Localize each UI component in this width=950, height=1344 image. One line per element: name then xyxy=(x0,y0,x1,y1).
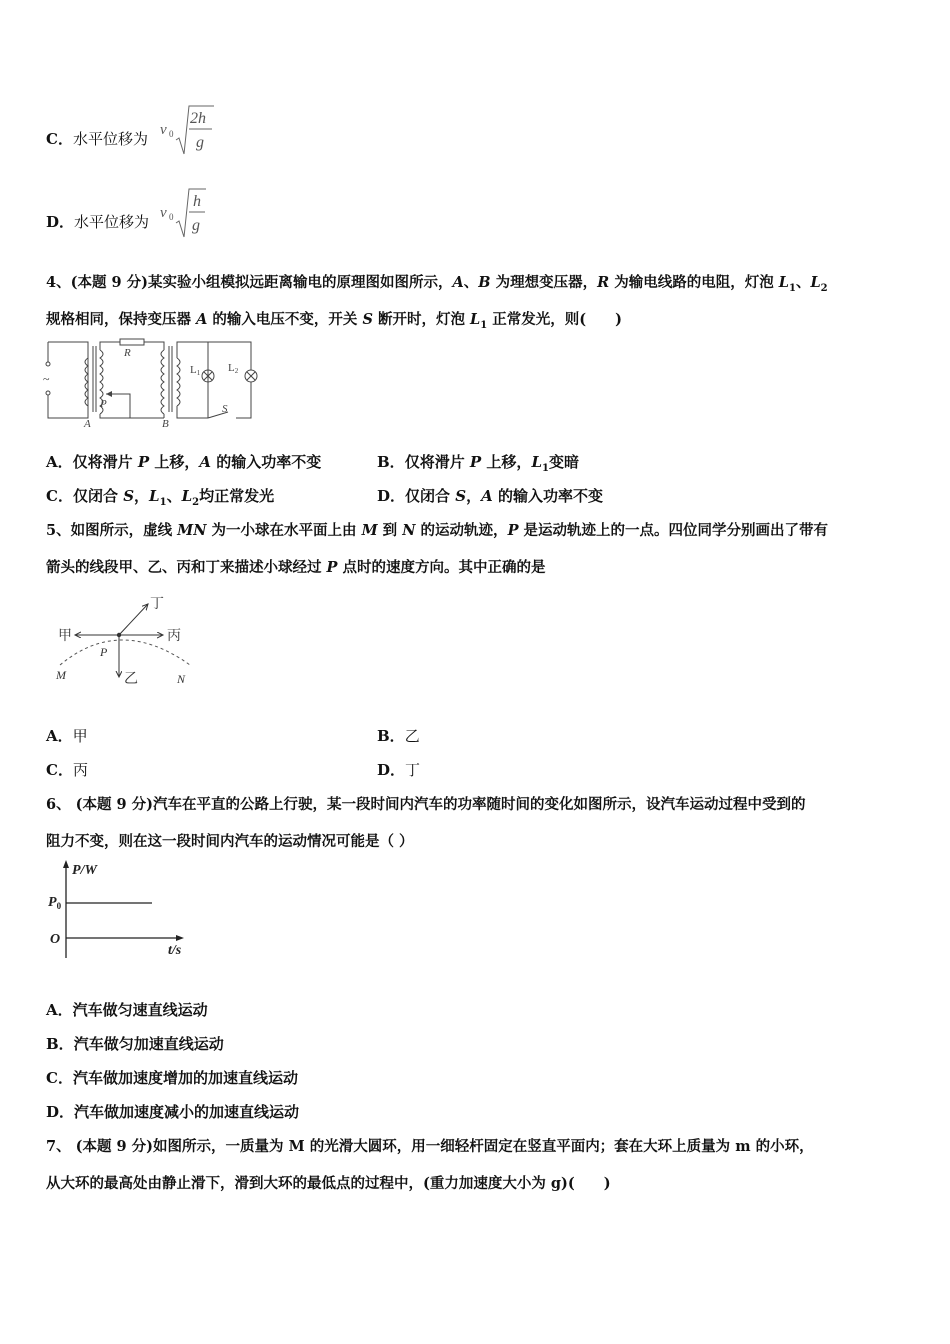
text: 到 xyxy=(377,522,403,539)
var-B: B xyxy=(478,274,491,291)
q6-stem-line2: 阻力不变，则在这一段时间内汽车的运动情况可能是（ ） xyxy=(46,833,414,850)
var-P: P xyxy=(469,453,482,471)
option-text: 汽车做加速度减小的加速直线运动 xyxy=(74,1103,300,1121)
q6-option-d xyxy=(46,1101,299,1122)
label-S: S xyxy=(222,403,228,415)
v0-sub: 0 xyxy=(169,212,174,222)
text: 5、如图所示，虚线 xyxy=(46,522,178,539)
option-text: 丙 xyxy=(72,761,88,779)
label-L1: L1 xyxy=(190,364,201,377)
label-B: B xyxy=(162,418,169,428)
option-letter: C． xyxy=(46,761,73,779)
q5-trajectory-figure xyxy=(50,593,200,693)
v0-symbol: v xyxy=(160,122,167,138)
option-letter: B． xyxy=(377,727,405,745)
option-letter: C． xyxy=(46,130,73,148)
origin-label: O xyxy=(50,932,61,947)
var-S: S xyxy=(362,311,373,328)
text: 仅将滑片 xyxy=(404,453,470,471)
text: 为理想变压器， xyxy=(490,274,598,291)
text: ， xyxy=(466,487,482,505)
var-S: S xyxy=(123,487,135,505)
sub: 2 xyxy=(820,282,828,294)
var-S: S xyxy=(455,487,467,505)
option-letter: C． xyxy=(46,1069,73,1087)
text: 为输电线路的电阻，灯泡 xyxy=(609,274,779,291)
q5-option-b xyxy=(377,725,420,746)
option-text: 汽车做加速度增加的加速直线运动 xyxy=(72,1069,298,1087)
label-R: R xyxy=(124,347,131,359)
q3-option-d xyxy=(46,211,149,232)
var-L: L xyxy=(181,487,193,505)
q6-option-c xyxy=(46,1067,298,1088)
y-axis-label: P/W xyxy=(72,863,97,878)
text: 仅闭合 xyxy=(72,487,124,505)
p0-label: $P_0$ xyxy=(48,895,62,911)
text: 的输入电压不变，开关 xyxy=(207,311,363,328)
var-N: N xyxy=(402,522,416,539)
q4-option-a xyxy=(46,451,321,472)
label-ding: 丁 xyxy=(150,597,164,612)
text: 箭头的线段甲、乙、丙和丁来描述小球经过 xyxy=(46,559,327,576)
label-jia: 甲 xyxy=(58,629,72,644)
text: 上移， xyxy=(149,453,200,471)
sep: 、 xyxy=(795,274,811,291)
label-N: N xyxy=(177,672,186,686)
q3-option-c xyxy=(46,128,148,149)
q4-option-c xyxy=(46,485,274,508)
text: 规格相同，保持变压器 xyxy=(46,311,197,328)
x-axis-label: t/s xyxy=(168,943,182,958)
q5-option-d xyxy=(377,759,420,780)
text: 均正常发光 xyxy=(199,487,275,505)
q5-stem-line2 xyxy=(46,556,546,577)
ac-symbol: ~ xyxy=(43,372,50,386)
q5-option-c xyxy=(46,759,88,780)
q3-option-c-formula xyxy=(158,102,218,158)
q4-stem-line1 xyxy=(46,271,828,294)
label-L2: L2 xyxy=(228,362,239,375)
text: 上移， xyxy=(481,453,532,471)
option-letter: D． xyxy=(377,761,406,779)
text: 断开时，灯泡 xyxy=(372,311,471,328)
option-text: 汽车做匀速直线运动 xyxy=(72,1001,208,1019)
q6-stem-line1: 6、 (本题 9 分)汽车在平直的公路上行驶，某一段时间内汽车的功率随时间的变化如图所示，设汽车运动过程中受到的 xyxy=(46,796,806,813)
var-A: A xyxy=(199,453,212,471)
sqrt-sign xyxy=(176,189,206,237)
option-text: 甲 xyxy=(72,727,88,745)
text: 、 xyxy=(166,487,182,505)
option-text: 汽车做匀加速直线运动 xyxy=(73,1035,224,1053)
text: ， xyxy=(134,487,150,505)
text: 的运动轨迹， xyxy=(415,522,508,539)
var-L: L xyxy=(778,274,789,291)
text: 正常发光，则( ) xyxy=(487,311,622,328)
var-A: A xyxy=(481,487,493,505)
label-P: P xyxy=(100,645,108,659)
var-R: R xyxy=(597,274,610,291)
var-L: L xyxy=(810,274,821,291)
option-letter: C． xyxy=(46,487,73,505)
q4-stem-line2 xyxy=(46,308,622,331)
q4-circuit-figure xyxy=(40,336,265,428)
numerator: 2h xyxy=(190,110,206,127)
text: 仅将滑片 xyxy=(72,453,138,471)
label-yi: 乙 xyxy=(124,672,138,687)
text: 变暗 xyxy=(548,453,579,471)
text: 的输入功率不变 xyxy=(211,453,322,471)
text: 为一小球在水平面上由 xyxy=(206,522,362,539)
option-text: 丁 xyxy=(405,761,421,779)
q5-stem-line1 xyxy=(46,519,828,540)
var-P: P xyxy=(137,453,150,471)
option-letter: A． xyxy=(46,453,73,471)
option-letter: B． xyxy=(377,453,405,471)
var-MN: MN xyxy=(177,522,207,539)
var-L: L xyxy=(149,487,160,505)
var-L: L xyxy=(470,311,481,328)
var-M: M xyxy=(361,522,378,539)
q4-option-b xyxy=(377,451,579,474)
q6-option-b xyxy=(46,1033,224,1054)
sub: 2 xyxy=(192,497,200,508)
q6-option-a xyxy=(46,999,208,1020)
option-letter: B． xyxy=(46,1035,74,1053)
denominator: g xyxy=(192,217,200,234)
option-text: 水平位移为 xyxy=(72,130,148,148)
sub: 1 xyxy=(788,282,796,294)
option-text: 水平位移为 xyxy=(74,213,150,231)
label-A: A xyxy=(84,418,91,428)
option-text: 乙 xyxy=(404,727,420,745)
sub: 1 xyxy=(541,463,549,474)
label-M: M xyxy=(56,668,66,682)
var-A: A xyxy=(452,274,464,291)
text: 是运动轨迹上的一点。四位同学分别画出了带有 xyxy=(518,522,829,539)
sub: 1 xyxy=(480,319,488,331)
var-A: A xyxy=(196,311,208,328)
option-letter: D． xyxy=(46,1103,75,1121)
v0-sub: 0 xyxy=(169,129,174,139)
var-L: L xyxy=(531,453,542,471)
sep: 、 xyxy=(463,274,479,291)
q4-option-d xyxy=(377,485,603,506)
q6-power-time-graph xyxy=(44,858,204,966)
label-bing: 丙 xyxy=(167,629,181,644)
text: 点时的速度方向。其中正确的是 xyxy=(337,559,546,576)
option-letter: D． xyxy=(46,213,75,231)
var-P: P xyxy=(507,522,519,539)
q7-stem-line1: 7、 (本题 9 分)如图所示，一质量为 M 的光滑大圆环，用一细轻杆固定在竖直平面内；套在大环上质量为 m 的小环， xyxy=(46,1138,814,1155)
sub: 1 xyxy=(159,497,167,508)
arrow-ding xyxy=(119,604,148,635)
text: 仅闭合 xyxy=(405,487,456,505)
label-P: P xyxy=(100,398,107,410)
v0-symbol: v xyxy=(160,205,167,221)
option-letter: A． xyxy=(46,727,73,745)
text: 的输入功率不变 xyxy=(492,487,603,505)
option-letter: A． xyxy=(46,1001,73,1019)
q5-option-a xyxy=(46,725,88,746)
option-letter: D． xyxy=(377,487,406,505)
q3-option-d-formula xyxy=(158,185,218,241)
denominator: g xyxy=(196,134,204,151)
q7-stem-line2: 从大环的最高处由静止滑下，滑到大环的最低点的过程中，(重力加速度大小为 g)( ) xyxy=(46,1175,611,1192)
var-P: P xyxy=(326,559,338,576)
numerator: h xyxy=(193,193,201,210)
q4-prefix: 4、(本题 9 分)某实验小组模拟远距离输电的原理图如图所示， xyxy=(46,274,453,291)
